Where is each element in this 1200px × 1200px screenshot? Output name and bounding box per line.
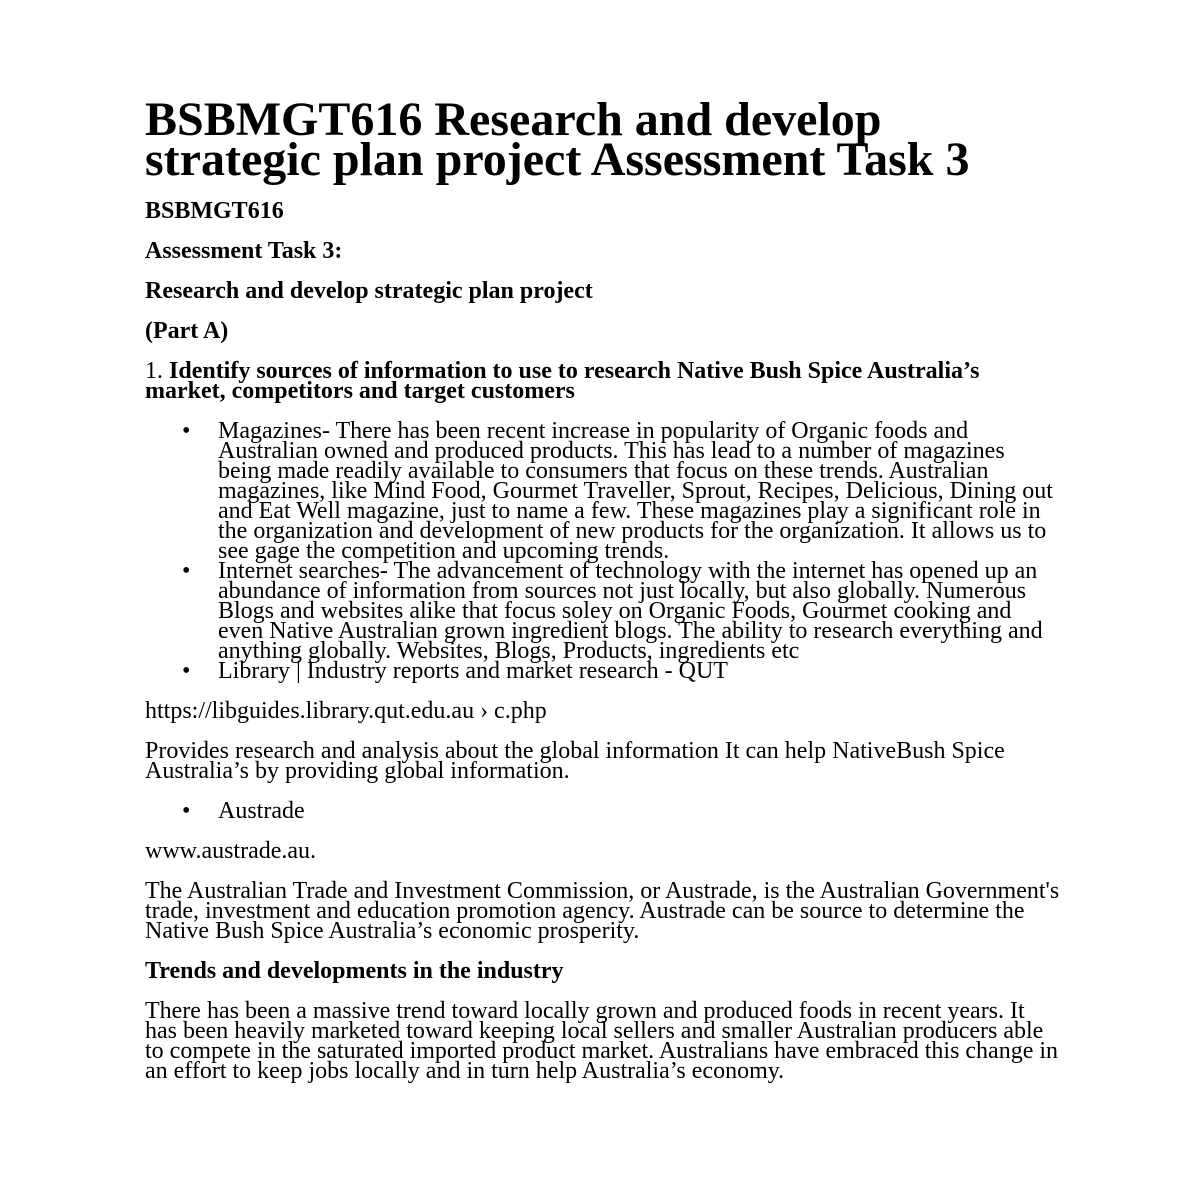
document-page (145, 0, 1060, 1101)
task-label: Assessment Task 3: (145, 238, 343, 264)
list-item: • Austrade (145, 801, 1060, 821)
list-item: • Magazines- There has been recent increase in popularity of Organic foods and Australian owned and produced products. This has lead to a number of magazines being made readily available to consumers that focus on these trends. Australian magazines, like Mind Food, Gourmet Traveller, Sprout, Recipes, Delicious, Dining out and Eat Well magazine, just to name a few. These magazines play a significant role in the organization and development of new products for the organization. It allows us to see gage the competition and upcoming trends. (145, 421, 1060, 561)
question-number: 1. (145, 358, 163, 384)
sources-list (145, 418, 1060, 684)
qut-note: Provides research and analysis about the global information It can help NativeBush Spice Australia’s by providing global information. (145, 738, 1005, 784)
trends-paragraph: There has been a massive trend toward locally grown and produced foods in recent years. It has been heavily marketed toward keeping local sellers and smaller Australian producers able to compete in the saturated imported product market. Australians have embraced this change in an effort to keep jobs locally and in turn help Australia’s economy. (145, 998, 1059, 1084)
course-code: BSBMGT616 (145, 198, 284, 224)
question-text: Identify sources of information to use to research Native Bush Spice Australia’s market, competitors and target customers (145, 358, 980, 404)
page-title: BSBMGT616 Research and develop strategic plan project Assessment Task 3 (145, 93, 970, 186)
trends-heading: Trends and developments in the industry (145, 958, 564, 984)
austrade-note: The Australian Trade and Investment Commission, or Austrade, is the Australian Government's trade, investment and education promotion agency. Austrade can be source to determine the Native Bush Spice Australia’s economic prosperity. (145, 878, 1060, 944)
austrade-url-text: www.austrade.au. (145, 838, 317, 864)
list-item: • Internet searches- The advancement of technology with the internet has opened up an abundance of information from sources not just locally, but also globally. Numerous Blogs and websites alike that focus soley on Organic Foods, Gourmet cooking and even Native Australian grown ingredient blogs. The ability to research everything and anything globally. Websites, Blogs, Products, ingredients etc (145, 561, 1060, 661)
austrade-list (145, 798, 1060, 824)
list-item: • Library | Industry reports and market research - QUT (145, 661, 1060, 681)
task-title: Research and develop strategic plan project (145, 278, 593, 304)
question-heading (145, 358, 1060, 404)
qut-url-text: https://libguides.library.qut.edu.au › c.php (145, 698, 547, 724)
part-label: (Part A) (145, 318, 229, 344)
